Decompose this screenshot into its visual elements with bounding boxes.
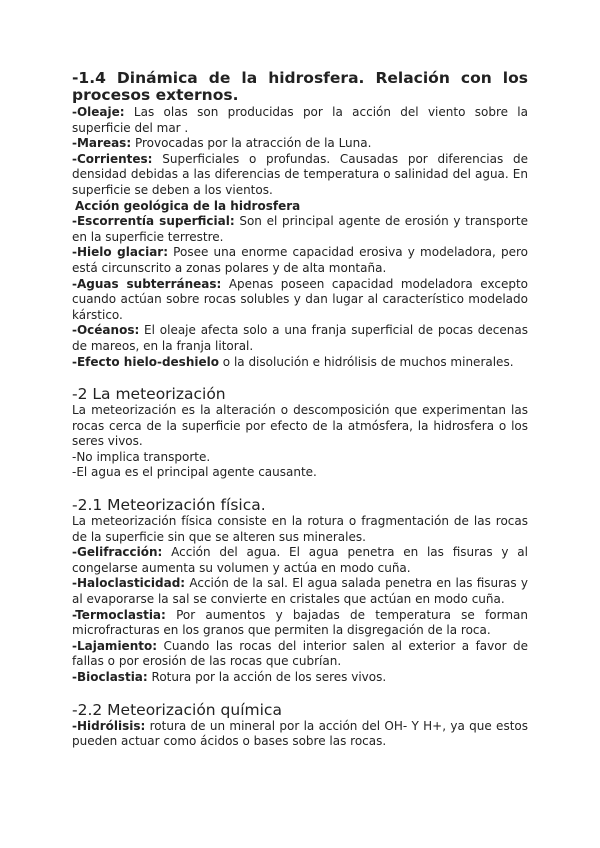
termoclastia-text: Por aumentos y bajadas de temperatura se forman microfracturas en los granos que permiten la disgregación de la roca. xyxy=(72,607,528,638)
haloclasticidad-text: Acción de la sal. El agua salada penetra en las fisuras y al evaporarse la sal se convierte en cristales que actúan en modo cuña. xyxy=(72,576,528,607)
bioclastia-paragraph xyxy=(72,670,528,686)
document-page xyxy=(72,70,528,750)
oceanos-term: -Océanos: xyxy=(72,323,140,338)
termoclastia-term: -Termoclastia: xyxy=(72,607,166,622)
hielo-glaciar-paragraph xyxy=(72,245,528,276)
mareas-term: -Mareas: xyxy=(72,136,132,151)
hidrolisis-text: rotura de un mineral por la acción del OH- Y H+, ya que estos pueden actuar como ácidos o bases sobre las rocas. xyxy=(72,718,528,749)
lajamiento-paragraph xyxy=(72,639,528,670)
haloclasticidad-paragraph xyxy=(72,576,528,607)
corrientes-paragraph xyxy=(72,152,528,199)
section-2-heading: -2 La meteorización xyxy=(72,385,226,404)
oleaje-term: -Oleaje: xyxy=(72,105,125,119)
hielo-glaciar-text: Posee una enorme capacidad erosiva y modeladora, pero está circunscrito a zonas polares y de alta montaña. xyxy=(72,245,528,275)
lajamiento-text: Cuando las rocas del interior salen al exterior a favor de fallas o por erosión de las rocas que cubrían. xyxy=(72,638,528,669)
aguas-subterraneas-text: Apenas poseen capacidad modeladora excepto cuando actúan sobre rocas solubles y dan lugar al característico modelado kárstico. xyxy=(72,276,529,322)
gelifraccion-term: -Gelifracción: xyxy=(72,545,163,560)
escorrentia-paragraph xyxy=(72,214,528,245)
gelifraccion-paragraph xyxy=(72,545,528,576)
aguas-subterraneas-paragraph xyxy=(72,277,528,324)
no-transporte-line: -No implica transporte. xyxy=(72,449,211,464)
oleaje-text: Las olas son producidas por la acción del viento sobre la superficie del mar . xyxy=(72,105,528,135)
section-2-1-heading: -2.1 Meteorización física. xyxy=(72,496,266,515)
escorrentia-term: -Escorrentía superficial: xyxy=(72,214,235,229)
gelifraccion-text: Acción del agua. El agua penetra en las fisuras y al congelarse aumenta su volumen y actúa en modo cuña. xyxy=(72,545,528,575)
geologic-action-subheading: Acción geológica de la hidrosfera xyxy=(75,198,301,213)
oleaje-paragraph xyxy=(72,105,528,136)
section-1-4-heading: -1.4 Dinámica de la hidrosfera. Relación con los procesos externos. xyxy=(72,69,528,104)
bioclastia-text: Rotura por la acción de los seres vivos. xyxy=(147,670,387,684)
section-2-2-heading: -2.2 Meteorización química xyxy=(72,700,282,719)
termoclastia-paragraph xyxy=(72,608,528,639)
bioclastia-term: -Bioclastia: xyxy=(72,670,148,684)
agua-agente-line: -El agua es el principal agente causante. xyxy=(72,465,317,480)
corrientes-text: Superficiales o profundas. Causadas por diferencias de densidad debidas a las diferencias de temperatura o salinidad del agua. En superficie se deben a los vientos. xyxy=(72,151,528,197)
mareas-text: Provocadas por la atracción de la Luna. xyxy=(131,136,372,151)
aguas-subterraneas-term: -Aguas subterráneas: xyxy=(72,276,222,291)
hielo-deshielo-paragraph xyxy=(72,355,528,371)
escorrentia-text: Son el principal agente de erosión y transporte en la superficie terrestre. xyxy=(72,214,528,244)
hidrolisis-term: -Hidrólisis: xyxy=(72,718,146,733)
oceanos-paragraph xyxy=(72,323,528,354)
mareas-paragraph xyxy=(72,136,528,152)
hielo-deshielo-term: -Efecto hielo-deshielo xyxy=(72,354,219,369)
hielo-deshielo-text: o la disolución e hidrólisis de muchos minerales. xyxy=(218,354,514,369)
haloclasticidad-term: -Haloclasticidad: xyxy=(72,576,186,591)
meteorizacion-intro: La meteorización es la alteración o descomposición que experimentan las rocas cerca de la superficie por efecto de la atmósfera, la hidrosfera o los seres vivos. xyxy=(72,403,528,449)
lajamiento-term: -Lajamiento: xyxy=(72,638,158,653)
oceanos-text: El oleaje afecta solo a una franja superficial de pocas decenas de mareos, en la franja litoral. xyxy=(72,323,528,353)
hidrolisis-paragraph xyxy=(72,719,528,750)
meteorizacion-fisica-intro: La meteorización física consiste en la rotura o fragmentación de las rocas de la superficie sin que se alteren sus minerales. xyxy=(72,514,528,544)
hielo-glaciar-term: -Hielo glaciar: xyxy=(72,245,169,260)
corrientes-term: -Corrientes: xyxy=(72,151,153,166)
